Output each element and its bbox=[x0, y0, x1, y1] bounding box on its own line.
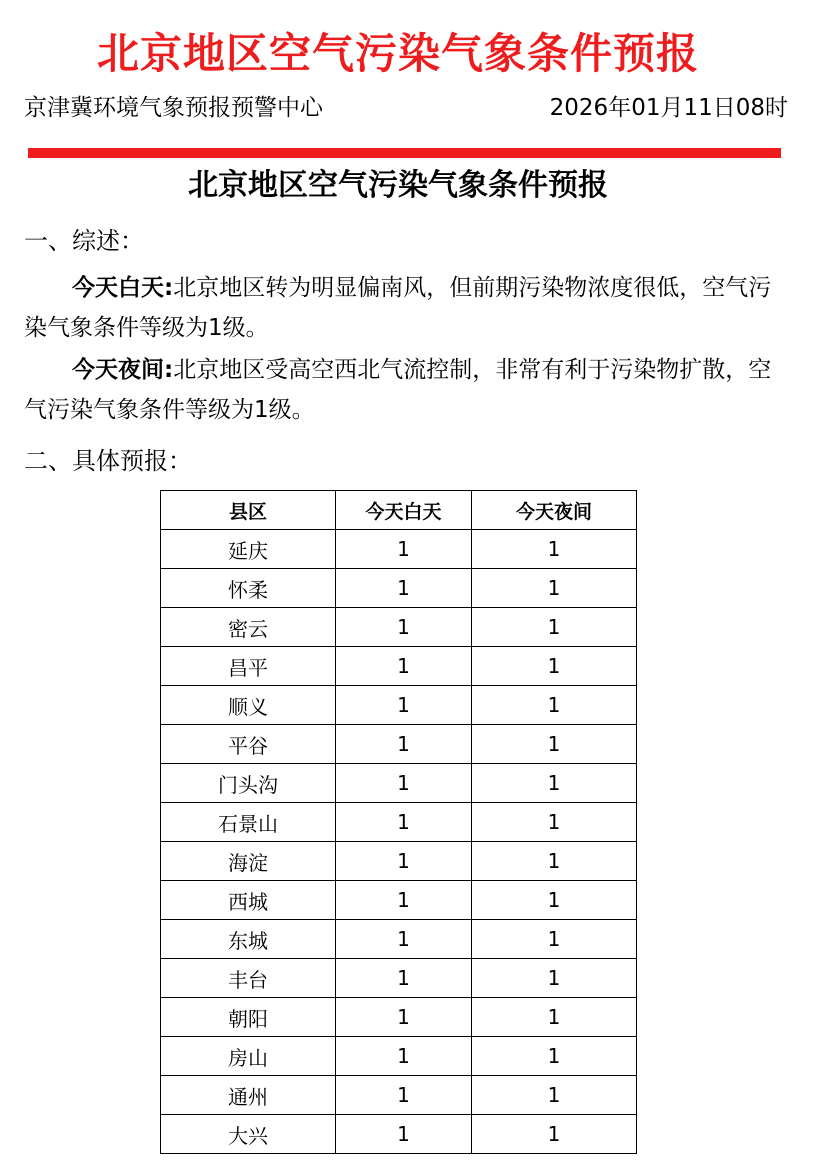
district-cell: 海淀 bbox=[161, 842, 336, 881]
table-row bbox=[161, 569, 637, 608]
summary-night-paragraph bbox=[24, 350, 784, 430]
night-level-cell: 1 bbox=[472, 1115, 637, 1154]
district-cell: 房山 bbox=[161, 1037, 336, 1076]
night-label: 今天夜间: bbox=[72, 357, 174, 383]
daytime-level-cell: 1 bbox=[336, 881, 472, 920]
daytime-level-cell: 1 bbox=[336, 1076, 472, 1115]
table-row bbox=[161, 686, 637, 725]
night-level-cell: 1 bbox=[472, 1037, 637, 1076]
night-level-cell: 1 bbox=[472, 881, 637, 920]
summary-heading: 一、综述： bbox=[24, 227, 144, 255]
night-level-cell: 1 bbox=[472, 686, 637, 725]
night-level-cell: 1 bbox=[472, 725, 637, 764]
night-level-cell: 1 bbox=[472, 959, 637, 998]
day-label: 今天白天: bbox=[72, 275, 174, 301]
daytime-level-cell: 1 bbox=[336, 569, 472, 608]
table-row bbox=[161, 608, 637, 647]
column-header-daytime: 今天白天 bbox=[336, 491, 472, 530]
day-text: 北京地区转为明显偏南风，但前期污染物浓度很低，空气污染气象条件等级为1级。 bbox=[24, 275, 772, 341]
daytime-level-cell: 1 bbox=[336, 530, 472, 569]
table-row bbox=[161, 647, 637, 686]
table-row bbox=[161, 1115, 637, 1154]
night-level-cell: 1 bbox=[472, 530, 637, 569]
night-level-cell: 1 bbox=[472, 842, 637, 881]
night-level-cell: 1 bbox=[472, 1076, 637, 1115]
district-cell: 门头沟 bbox=[161, 764, 336, 803]
table-row bbox=[161, 881, 637, 920]
district-cell: 顺义 bbox=[161, 686, 336, 725]
night-level-cell: 1 bbox=[472, 803, 637, 842]
table-header-row bbox=[161, 491, 637, 530]
page-main-title: 北京地区空气污染气象条件预报 bbox=[96, 29, 699, 78]
daytime-level-cell: 1 bbox=[336, 725, 472, 764]
night-level-cell: 1 bbox=[472, 764, 637, 803]
daytime-level-cell: 1 bbox=[336, 920, 472, 959]
summary-day-paragraph bbox=[24, 268, 784, 348]
district-cell: 通州 bbox=[161, 1076, 336, 1115]
table-row bbox=[161, 803, 637, 842]
district-cell: 朝阳 bbox=[161, 998, 336, 1037]
district-cell: 大兴 bbox=[161, 1115, 336, 1154]
district-cell: 丰台 bbox=[161, 959, 336, 998]
document-title: 北京地区空气污染气象条件预报 bbox=[188, 168, 608, 203]
night-level-cell: 1 bbox=[472, 647, 637, 686]
issue-timestamp: 2026年01月11日08时 bbox=[549, 95, 788, 121]
daytime-level-cell: 1 bbox=[336, 959, 472, 998]
daytime-level-cell: 1 bbox=[336, 998, 472, 1037]
header-divider bbox=[28, 148, 781, 158]
table-row bbox=[161, 764, 637, 803]
district-cell: 昌平 bbox=[161, 647, 336, 686]
daytime-level-cell: 1 bbox=[336, 686, 472, 725]
daytime-level-cell: 1 bbox=[336, 647, 472, 686]
night-level-cell: 1 bbox=[472, 998, 637, 1037]
district-cell: 怀柔 bbox=[161, 569, 336, 608]
daytime-level-cell: 1 bbox=[336, 764, 472, 803]
district-cell: 东城 bbox=[161, 920, 336, 959]
table-row bbox=[161, 842, 637, 881]
night-level-cell: 1 bbox=[472, 569, 637, 608]
table-row bbox=[161, 725, 637, 764]
table-row bbox=[161, 959, 637, 998]
table-row bbox=[161, 920, 637, 959]
forecast-table bbox=[160, 490, 637, 1154]
table-row bbox=[161, 1076, 637, 1115]
table-row bbox=[161, 530, 637, 569]
night-text: 北京地区受高空西北气流控制，非常有利于污染物扩散，空气污染气象条件等级为1级。 bbox=[24, 357, 772, 423]
district-cell: 西城 bbox=[161, 881, 336, 920]
district-cell: 石景山 bbox=[161, 803, 336, 842]
district-cell: 平谷 bbox=[161, 725, 336, 764]
night-level-cell: 1 bbox=[472, 920, 637, 959]
table-row bbox=[161, 998, 637, 1037]
daytime-level-cell: 1 bbox=[336, 608, 472, 647]
detail-heading: 二、具体预报： bbox=[24, 447, 192, 475]
daytime-level-cell: 1 bbox=[336, 1115, 472, 1154]
table-row bbox=[161, 1037, 637, 1076]
issuer-name: 京津冀环境气象预报预警中心 bbox=[24, 95, 323, 121]
district-cell: 密云 bbox=[161, 608, 336, 647]
column-header-district: 县区 bbox=[161, 491, 336, 530]
daytime-level-cell: 1 bbox=[336, 803, 472, 842]
district-cell: 延庆 bbox=[161, 530, 336, 569]
daytime-level-cell: 1 bbox=[336, 842, 472, 881]
night-level-cell: 1 bbox=[472, 608, 637, 647]
column-header-night: 今天夜间 bbox=[472, 491, 637, 530]
daytime-level-cell: 1 bbox=[336, 1037, 472, 1076]
